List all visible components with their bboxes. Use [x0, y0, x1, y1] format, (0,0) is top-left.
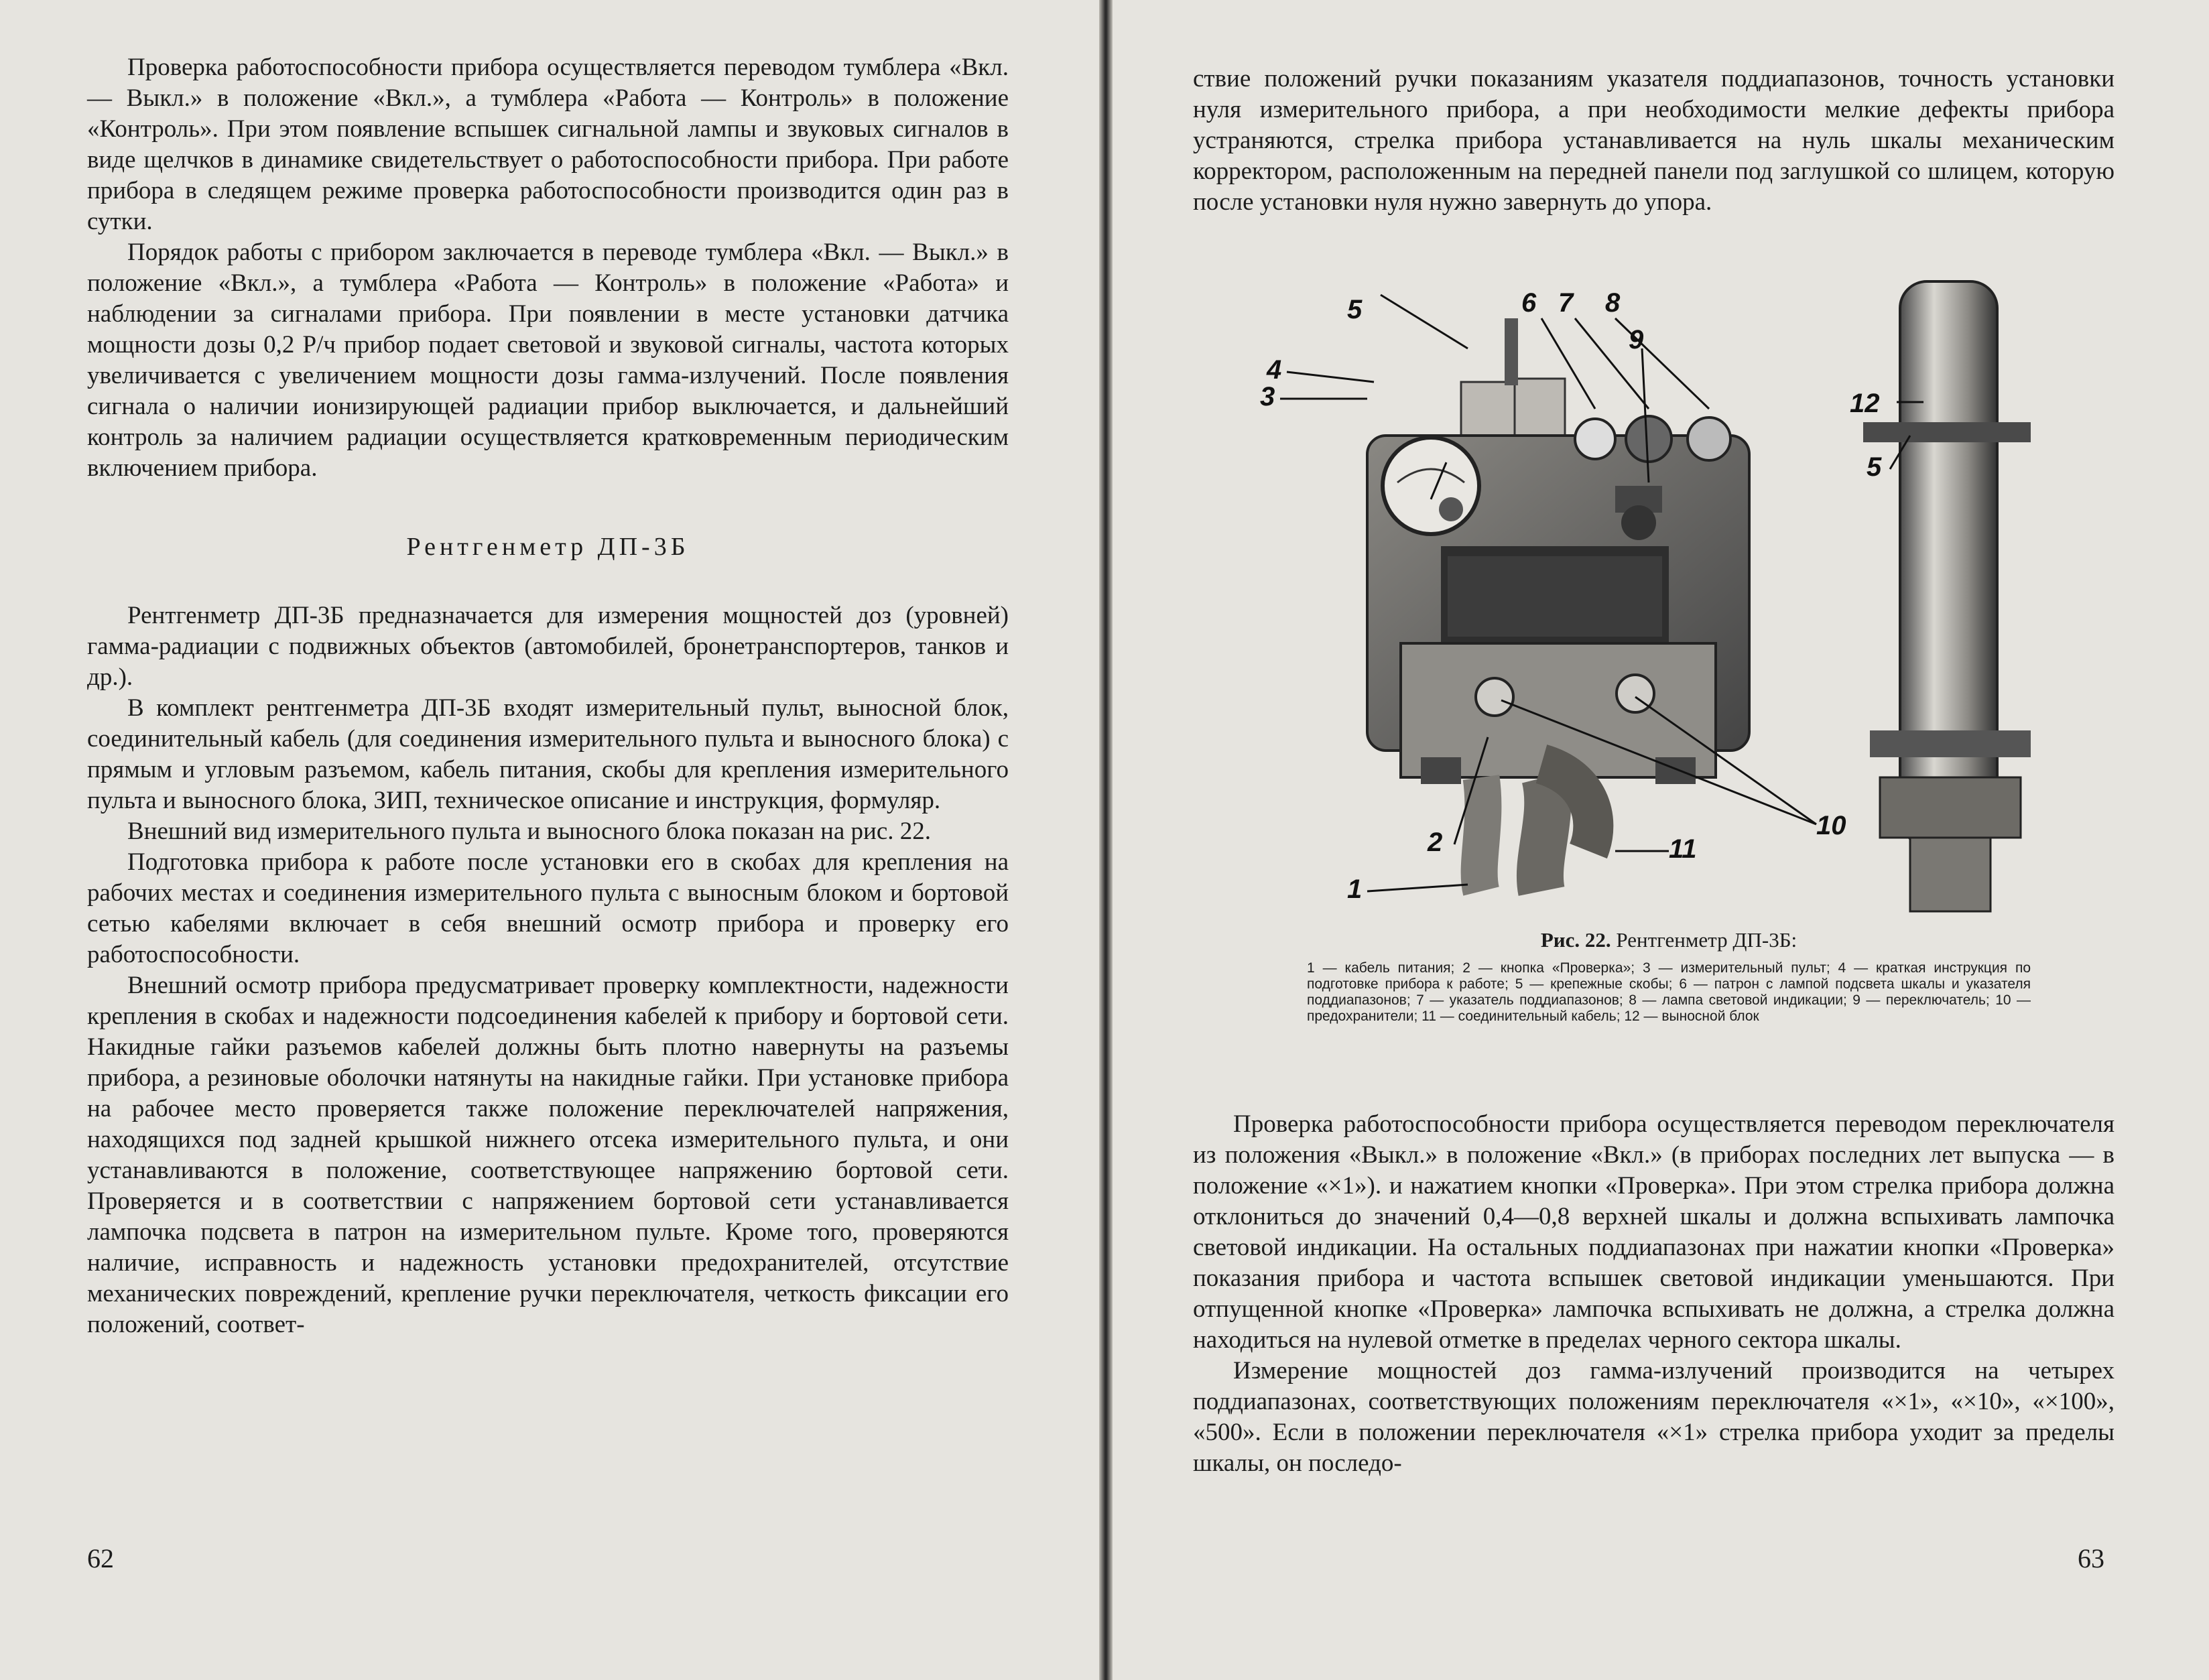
paragraph: Подготовка прибора к работе после установки его в скобах для крепления на рабочих местах и соединения измерительного пульта с выносным блоком и бортовой сетью кабелями включает в себя внешний осмотр прибора и проверку его работоспособности.: [87, 848, 1009, 968]
rentgenmeter-drawing: [1240, 268, 2111, 918]
measuring-console: [1367, 318, 1749, 784]
paragraph: Рентгенметр ДП-3Б предназначается для измерения мощностей доз (уровней) гамма-радиации с подвижных объектов (автомобилей, бронетранспортеров, танков и др.).: [87, 602, 1009, 691]
figure-caption: [1307, 928, 2031, 1025]
right-text-column-bottom: [1193, 1109, 2115, 1479]
paragraph: Внешний вид измерительного пульта и выносного блока показан на рис. 22.: [127, 818, 932, 845]
caption-title: [1307, 928, 2031, 952]
figure-label: 6: [1521, 288, 1537, 318]
paragraph: Порядок работы с прибором заключается в переводе тумблера «Вкл. — Выкл.» в положение «Вкл.», а тумблера «Работа — Контроль» в положение «Работа» и наблюдении за сигналами прибора. При появлении в месте установки датчика мощности дозы 0,2 Р/ч прибор подает световой и звуковой сигналы, частота которых увеличивается с увеличением мощности дозы гамма-излучений. После появления сигнала о наличии ионизирующей радиации прибор выключается, и дальнейший контроль за наличием радиации осуществляется кратковременным периодическим включением прибора.: [87, 239, 1009, 482]
caption-figure-title: Рентгенметр ДП-3Б:: [1616, 928, 1797, 952]
figure-label: 1: [1347, 875, 1363, 904]
figure-label: 5: [1347, 295, 1363, 324]
paragraph: Проверка работоспособности прибора осуществляется переводом тумблера «Вкл.— Выкл.» в положение «Вкл.», а тумблера «Работа — Контроль» в положение «Контроль». При этом появление вспышек сигнальной лампы и звуковых сигналов в виде щелчков в динамике свидетельствует о работоспособности прибора. При работе прибора в следящем режиме проверка работоспособности производится один раз в сутки.: [87, 54, 1009, 235]
paragraph: В комплект рентгенметра ДП-3Б входят измерительный пульт, выносной блок, соединительный кабель (для соединения измерительного пульта и выносного блока) с прямым и угловым разъемом, кабель питания, скобы для крепления измерительного пульта и выносного блока, ЗИП, техническое описание и инструкция, формуляр.: [87, 694, 1009, 814]
page-number: 62: [87, 1543, 114, 1573]
paragraph: Измерение мощностей доз гамма-излучений производится на четырех поддиапазонах, соответствующих положениям переключателя «×1», «×10», «×100», «500». Если в положении переключателя «×1» стрелка прибора уходит за пределы шкалы, он последо-: [1193, 1357, 2115, 1477]
figure-label: 4: [1267, 355, 1282, 385]
page-number: 63: [2078, 1543, 2104, 1573]
figure-label: 11: [1669, 834, 1697, 864]
cables: [1479, 764, 1593, 891]
paragraph: ствие положений ручки показаниям указателя поддиапазонов, точность установки нуля измерительного прибора, а при необходимости мелкие дефекты прибора устраняются, стрелка прибора устанавливается на нуль шкалы механическим корректором, расположенным на передней панели под заглушкой со шлицем, которую после установки нуля нужно завернуть до упора.: [1193, 65, 2115, 216]
right-text-column-top: [1193, 64, 2115, 218]
caption-legend: 1 — кабель питания; 2 — кнопка «Проверка»; 3 — измерительный пульт; 4 — краткая инструкция по подготовке прибора к работе; 5 — крепежные скобы; 6 — патрон с лампой подсвета шкалы и указателя поддиапазонов; 7 — указатель поддиапазонов; 8 — лампа световой индикации; 9 — переключатель; 10 — предохранители; 11 — соединительный кабель; 12 — выносной блок: [1307, 960, 2031, 1024]
figure-label: 12: [1850, 389, 1880, 418]
figure-label: 2: [1428, 828, 1443, 857]
caption-figure-number: Рис. 22.: [1540, 928, 1611, 952]
right-page: [1113, 0, 2209, 1680]
figure-label: 9: [1629, 325, 1644, 354]
paragraph: Внешний осмотр прибора предусматривает проверку комплектности, надежности крепления в скобах и надежности подсоединения кабелей к прибору и бортовой сети. Накидные гайки разъемов кабелей должны быть плотно навернуты на разъемы прибора, а резиновые оболочки натянуты на накидные гайки. При установке прибора на рабочее место проверяется также положение переключателей напряжения, находящихся под задней крышкой нижнего отсека измерительного пульта, и они устанавливаются в положение, соответствующее напряжению бортовой сети. Проверяется и в соответствии с напряжением бортовой сети устанавливается лампочка подсвета в патрон на измерительном пульте. Кроме того, проверяются наличие, исправность и надежность установки предохранителей, отсутствие механических повреждений, крепление ручки переключателя, четкость фиксации его положений, соответ-: [87, 972, 1009, 1338]
paragraph: Проверка работоспособности прибора осуществляется переводом переключателя из положения «Выкл.» в положение «Вкл.» (в приборах последних лет выпуска — в положение «×1»). и нажатием кнопки «Проверка». При этом стрелка прибора должна отклониться до значений 0,4—0,8 верхней шкалы и должна вспыхивать лампочка световой индикации. На остальных поддиапазонах при нажатии кнопки «Проверка» показания прибора и частота вспышек световой индикации уменьшаются. При отпущенной кнопке «Проверка» лампочка вспыхивать не должна, а стрелка должна находиться на нулевой отметке в пределах черного сектора шкалы.: [1193, 1110, 2115, 1354]
left-page: [0, 0, 1099, 1680]
figure-label: 10: [1816, 811, 1846, 840]
figure-label: 8: [1605, 288, 1621, 318]
left-text-column: [87, 52, 1009, 1340]
remote-unit: [1863, 281, 2031, 911]
figure-label: 3: [1260, 382, 1275, 411]
figure-label: 5: [1867, 452, 1882, 482]
figure-illustration: [1240, 268, 2111, 918]
section-title: Рентгенметр ДП-3Б: [406, 533, 690, 561]
figure-label: 7: [1558, 288, 1574, 318]
book-gutter: [1099, 0, 1113, 1680]
